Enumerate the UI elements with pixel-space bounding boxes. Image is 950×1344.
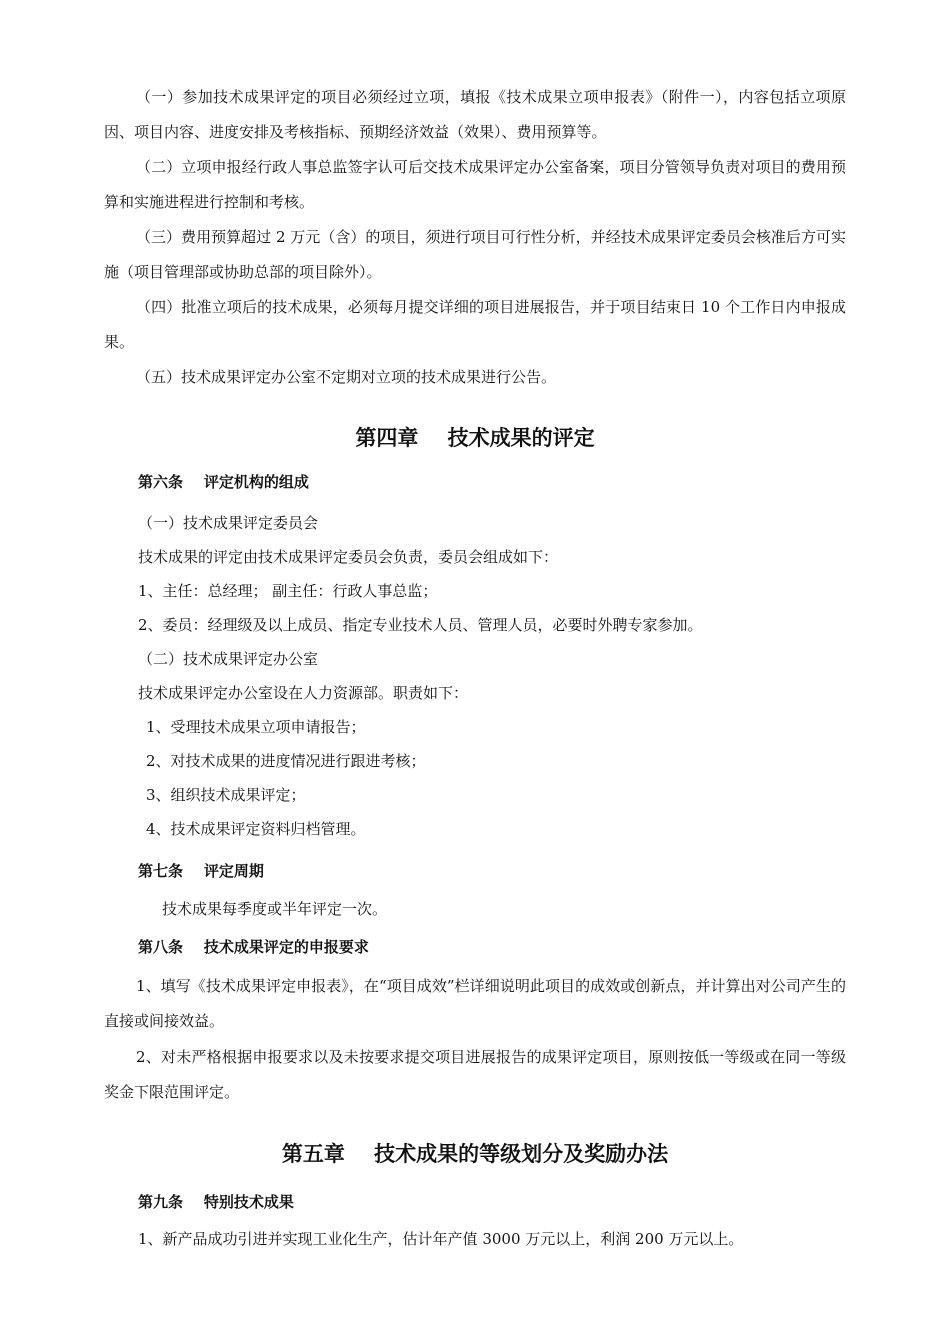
office-duty-1: 1、受理技术成果立项申请报告； [146, 718, 366, 736]
office-heading: （二）技术成果评定办公室 [138, 650, 319, 668]
paragraph-item-3: （三）费用预算超过 2 万元（含）的项目，须进行项目可行性分析，并经技术成果评定委员会核准后方可实施（项目管理部或协助总部的项目除外）。 [104, 228, 846, 281]
chapter-4-title: 第四章 技术成果的评定 [355, 426, 595, 450]
office-duty-3: 3、组织技术成果评定； [146, 786, 306, 804]
paragraph-item-5: （五）技术成果评定办公室不定期对立项的技术成果进行公告。 [136, 368, 557, 386]
committee-heading: （一）技术成果评定委员会 [138, 514, 319, 532]
committee-member-1: 1、主任：总经理； 副主任：行政人事总监； [138, 582, 438, 600]
paragraph-item-2: （二）立项申报经行政人事总监签字认可后交技术成果评定办公室备案，项目分管领导负责对项目的费用预算和实施进程进行控制和考核。 [104, 158, 846, 211]
committee-member-2: 2、委员：经理级及以上成员、指定专业技术人员、管理人员，必要时外聘专家参加。 [138, 616, 703, 634]
article-8-item-1: 1、填写《技术成果评定申报表》，在“项目成效”栏详细说明此项目的成效或创新点，并计算出对公司产生的直接或间接效益。 [104, 977, 846, 1030]
article-9-title: 第九条 特别技术成果 [138, 1193, 294, 1211]
office-duty-2: 2、对技术成果的进度情况进行跟进考核； [146, 752, 426, 770]
article-8-title: 第八条 技术成果评定的申报要求 [138, 938, 369, 956]
office-intro: 技术成果评定办公室设在人力资源部。职责如下： [138, 684, 469, 702]
committee-intro: 技术成果的评定由技术成果评定委员会负责，委员会组成如下： [138, 548, 559, 566]
article-7-text: 技术成果每季度或半年评定一次。 [162, 900, 388, 918]
article-7-title: 第七条 评定周期 [138, 862, 264, 880]
paragraph-item-4: （四）批准立项后的技术成果，必须每月提交详细的项目进展报告，并于项目结束日 10 个工作日内申报成果。 [104, 298, 846, 351]
article-6-title: 第六条 评定机构的组成 [138, 473, 309, 491]
article-8-item-2: 2、对未严格根据申报要求以及未按要求提交项目进展报告的成果评定项目，原则按低一等级或在同一等级奖金下限范围评定。 [104, 1048, 846, 1101]
paragraph-item-1: （一）参加技术成果评定的项目必须经过立项，填报《技术成果立项申报表》（附件一），内容包括立项原因、项目内容、进度安排及考核指标、预期经济效益（效果）、费用预算等。 [104, 88, 846, 141]
office-duty-4: 4、技术成果评定资料归档管理。 [146, 820, 366, 838]
chapter-5-title: 第五章 技术成果的等级划分及奖励办法 [281, 1142, 669, 1166]
article-9-item-1: 1、新产品成功引进并实现工业化生产，估计年产值 3000 万元以上，利润 200 万元以上。 [138, 1230, 744, 1248]
